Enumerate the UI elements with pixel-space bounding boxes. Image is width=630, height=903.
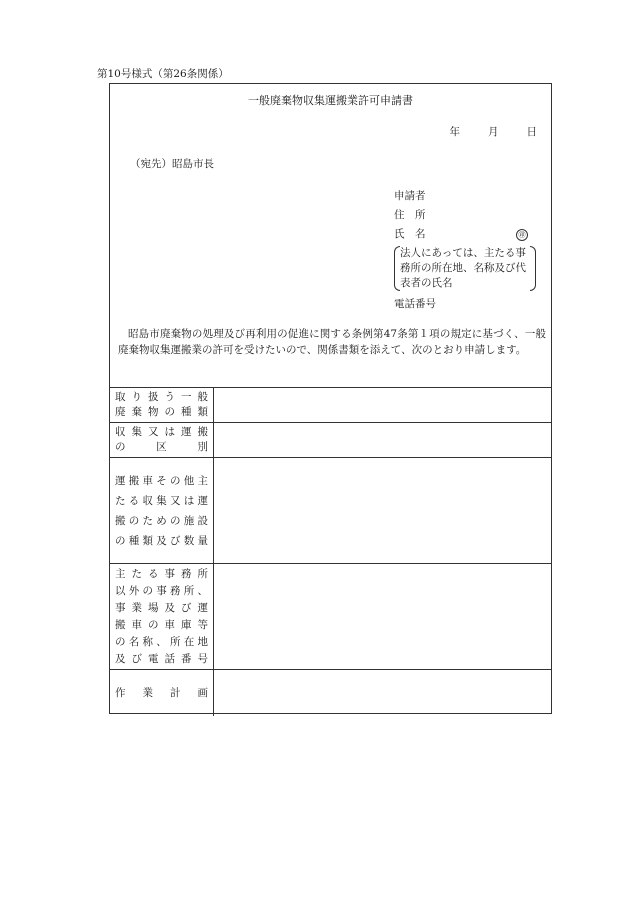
application-statement: 昭島市廃棄物の処理及び再利用の促進に関する条例第47条第１項の規定に基づく、一般廃棄物収集運搬業の許可を受けたいので、関係書類を添えて、次のとおり申請します。 (118, 328, 546, 356)
applicant-heading: 申請者 (394, 190, 426, 202)
applicant-name-row (394, 225, 544, 244)
date-year: 年 (449, 126, 460, 138)
note-line: 法人にあっては、主たる事 (400, 247, 526, 259)
applicant-phone-label: 電話番号 (394, 298, 436, 310)
applicant-block (394, 187, 544, 314)
recipient: （宛先）昭島市長 (130, 158, 214, 170)
row-label-other-offices: 主たる事務所 以外の事務所、 事業場及び運 搬車の車庫等 の名称、所在地 及び電話番号 (110, 564, 214, 669)
row-label-waste-type: 取り扱う一般 廃棄物の種類 (110, 388, 214, 422)
row-label-vehicles-facilities: 運搬車その他主 たる収集又は運 搬のための施設 の種類及び数量 (110, 458, 214, 563)
applicant-name-label: 氏 名 (394, 228, 426, 240)
applicant-address-label: 住 所 (394, 209, 426, 221)
application-form (109, 83, 552, 714)
note-line: 務所の所在地、名称及び代 (400, 262, 526, 274)
form-number-label: 第10号様式（第26条関係） (97, 68, 229, 80)
row-label-work-plan: 作 業 計 画 (110, 670, 214, 716)
seal-icon: ㊞ (516, 229, 528, 241)
document-title: 一般廃棄物収集運搬業許可申請書 (248, 94, 413, 107)
date-day: 日 (526, 126, 537, 138)
corporation-note (394, 246, 536, 291)
row-label-collection-type: 収集又は運搬 の 区 別 (110, 423, 214, 457)
table-row (110, 387, 551, 422)
date-line (450, 124, 538, 139)
table-row (110, 422, 551, 457)
table-row (110, 457, 551, 563)
table-row (110, 563, 551, 669)
table-row (110, 669, 551, 716)
date-month: 月 (488, 126, 499, 138)
note-line: 表者の氏名 (400, 277, 453, 289)
application-table (110, 387, 551, 716)
